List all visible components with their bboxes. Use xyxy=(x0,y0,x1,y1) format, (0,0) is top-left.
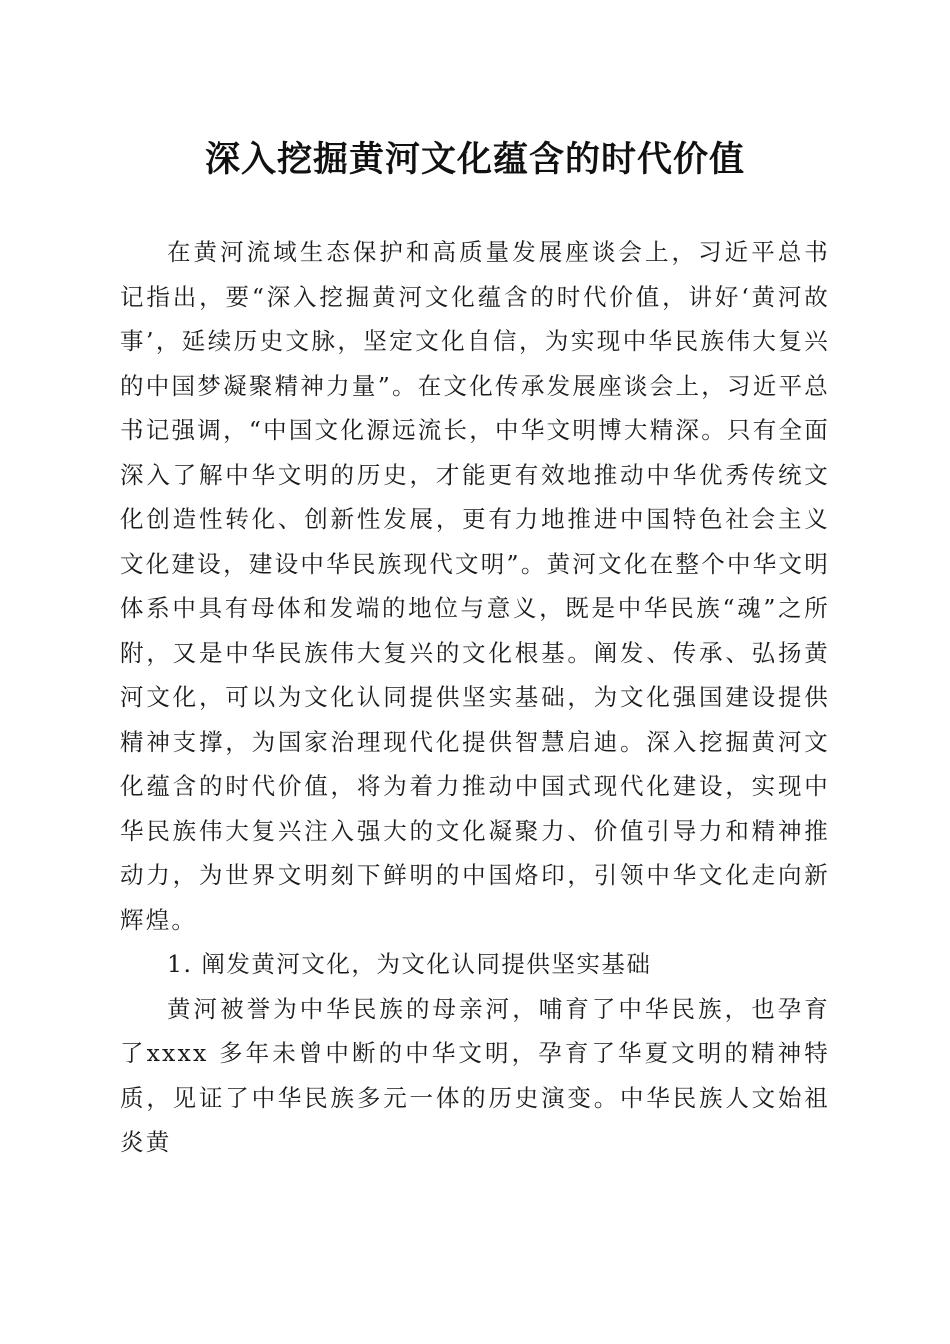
intro-paragraph: 在黄河流域生态保护和高质量发展座谈会上，习近平总书记指出，要“深入挖掘黄河文化蕴含的时代价值，讲好‘黄河故事’，延续历史文脉，坚定文化自信，为实现中华民族伟大复兴的中国梦凝聚精神力量”。在文化传承发展座谈会上，习近平总书记强调，“中国文化源远流长，中华文明博大精深。只有全面深入了解中华文明的历史，才能更有效地推动中华优秀传统文化创造性转化、创新性发展，更有力地推进中国特色社会主义文化建设，建设中华民族现代文明”。黄河文化在整个中华文明体系中具有母体和发端的地位与意义，既是中华民族“魂”之所附，又是中华民族伟大复兴的文化根基。阐发、传承、弘扬黄河文化，可以为文化认同提供坚实基础，为文化强国建设提供精神支撑，为国家治理现代化提供智慧启迪。深入挖掘黄河文化蕴含的时代价值，将为着力推动中国式现代化建设，实现中华民族伟大复兴注入强大的文化凝聚力、价值引导力和精神推动力，为世界文明刻下鲜明的中国烙印，引领中华文化走向新辉煌。 xyxy=(120,238,830,934)
document-body xyxy=(120,230,830,1165)
section-paragraph: 黄河被誉为中华民族的母亲河，哺育了中华民族，也孕育了xxxx 多年未曾中断的中华文明，孕育了华夏文明的精神特质，见证了中华民族多元一体的历史演变。中华民族人文始祖炎黄 xyxy=(120,994,830,1156)
section-heading: 1. 阐发黄河文化，为文化认同提供坚实基础 xyxy=(167,950,652,978)
document-title: 深入挖掘黄河文化蕴含的时代价值 xyxy=(204,139,745,180)
